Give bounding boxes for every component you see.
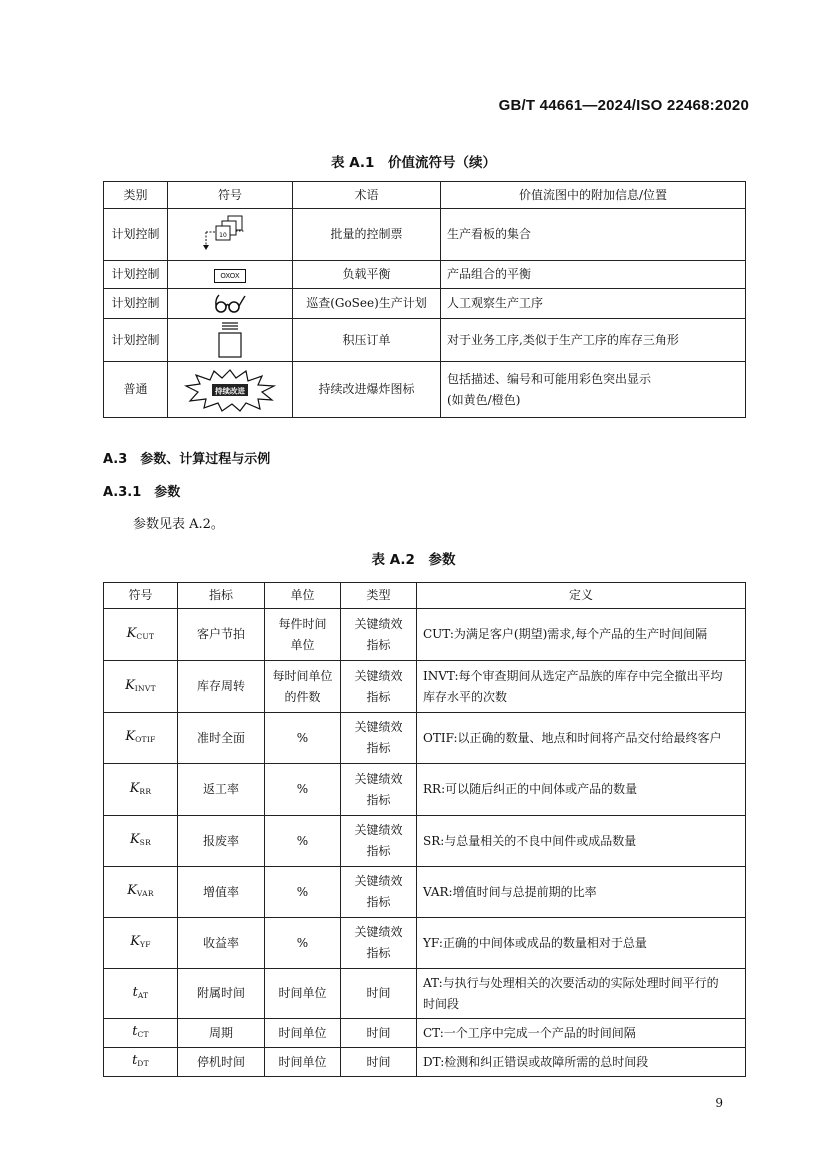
cell-line: 库存周转 bbox=[196, 679, 245, 693]
cell-line: % bbox=[296, 935, 309, 950]
cell-line: 关键绩效 bbox=[354, 668, 403, 683]
cell-line: VAR:增值时间与总提前期的比率 bbox=[423, 884, 597, 899]
cell-line: 的件数 bbox=[284, 689, 321, 704]
type-cell bbox=[341, 713, 417, 764]
cell-line: 指标 bbox=[366, 844, 391, 858]
cell-line: 关键绩效 bbox=[354, 874, 403, 888]
table-a1 bbox=[103, 181, 746, 418]
cell-line: YF:正确的中间体或成品的数量相对于总量 bbox=[423, 935, 647, 950]
cell-line: 指标 bbox=[366, 895, 391, 909]
cell-line: 关键绩效 bbox=[354, 616, 403, 631]
glasses-icon bbox=[168, 289, 293, 319]
cell-line: % bbox=[296, 730, 309, 745]
standard-code: GB/T 44661—2024/ISO 22468:2020 bbox=[498, 97, 749, 114]
type-cell bbox=[341, 661, 417, 713]
unit-cell bbox=[265, 867, 341, 918]
category-cell: 计划控制 bbox=[104, 209, 168, 261]
symbol-cell bbox=[104, 713, 178, 764]
backlog-order-icon bbox=[168, 319, 293, 362]
cell-line: 周期 bbox=[208, 1025, 233, 1040]
symbol-letter: K bbox=[129, 832, 140, 847]
cell-line: 指标 bbox=[366, 741, 391, 755]
cell-line: 关键绩效 bbox=[354, 720, 403, 734]
table-a2-header: 符号 bbox=[104, 583, 178, 609]
category-cell: 计划控制 bbox=[104, 289, 168, 319]
symbol-subscript: CUT bbox=[136, 631, 155, 641]
symbol-letter: K bbox=[129, 780, 140, 796]
symbol-subscript: AT bbox=[137, 990, 149, 1000]
cell-line: RR:可以随后纠正的中间体或产品的数量 bbox=[423, 782, 638, 796]
symbol-subscript: INVT bbox=[134, 683, 156, 693]
table-a2-header: 单位 bbox=[265, 583, 341, 609]
symbol-subscript: CT bbox=[137, 1030, 149, 1039]
table-row bbox=[104, 261, 746, 289]
symbol-cell bbox=[104, 764, 178, 816]
paragraph: 参数见表 A.2。 bbox=[133, 517, 224, 532]
unit-cell bbox=[265, 969, 341, 1019]
cell-line: 指标 bbox=[366, 792, 391, 807]
symbol-subscript: YF bbox=[139, 940, 151, 949]
table-row bbox=[104, 713, 746, 764]
table-row bbox=[104, 1019, 746, 1048]
symbol-letter: t bbox=[132, 984, 138, 1000]
category-cell: 计划控制 bbox=[104, 261, 168, 289]
info-cell: 产品组合的平衡 bbox=[441, 261, 746, 289]
table-a1-caption: 表 A.1 价值流符号（续） bbox=[331, 155, 496, 171]
table-row bbox=[104, 1048, 746, 1077]
type-cell bbox=[341, 1048, 417, 1077]
symbol-cell bbox=[104, 661, 178, 713]
table-a2 bbox=[103, 582, 746, 1077]
symbol-letter: t bbox=[132, 1024, 138, 1039]
symbol-cell bbox=[104, 867, 178, 918]
definition-cell bbox=[417, 816, 746, 867]
cell-line: SR:与总量相关的不良中间件或成品数量 bbox=[423, 833, 637, 848]
info-line: 包括描述、编号和可能用彩色突出显示 bbox=[447, 371, 652, 386]
indicator-cell bbox=[178, 764, 265, 816]
table-a1-header: 类别 bbox=[104, 182, 168, 209]
table-row bbox=[104, 609, 746, 661]
unit-cell bbox=[265, 918, 341, 969]
cell-line: 指标 bbox=[366, 946, 391, 960]
type-cell bbox=[341, 969, 417, 1019]
definition-cell bbox=[417, 764, 746, 816]
definition-cell bbox=[417, 867, 746, 918]
cell-line: 时间 bbox=[366, 1025, 391, 1040]
cell-line: 返工率 bbox=[202, 782, 239, 796]
cell-line: % bbox=[296, 833, 309, 848]
indicator-cell bbox=[178, 918, 265, 969]
cell-line: 准时全面 bbox=[196, 730, 245, 745]
cell-line: 每件时间 bbox=[278, 616, 327, 631]
definition-cell bbox=[417, 969, 746, 1019]
term-cell: 负载平衡 bbox=[293, 261, 441, 289]
cell-line: 收益率 bbox=[202, 935, 239, 950]
table-row bbox=[104, 764, 746, 816]
symbol-letter: K bbox=[130, 934, 140, 949]
type-cell bbox=[341, 609, 417, 661]
cell-line: 每时间单位 bbox=[272, 668, 333, 683]
type-cell bbox=[341, 1019, 417, 1048]
cell-line: 关键绩效 bbox=[354, 925, 403, 939]
cell-line: 时间 bbox=[366, 1054, 391, 1069]
cell-line: 增值率 bbox=[202, 884, 239, 899]
indicator-cell bbox=[178, 867, 265, 918]
batch-kanban-icon bbox=[168, 209, 293, 261]
page-number: 9 bbox=[715, 1096, 723, 1110]
cell-line: % bbox=[296, 782, 309, 796]
symbol-cell bbox=[104, 969, 178, 1019]
cell-line: AT:与执行与处理相关的次要活动的实际处理时间平行的 bbox=[423, 975, 719, 990]
table-row bbox=[104, 969, 746, 1019]
info-cell: 人工观察生产工序 bbox=[441, 289, 746, 319]
batch-kanban-number: 10 bbox=[219, 231, 227, 239]
cell-line: OTIF:以正确的数量、地点和时间将产品交付给最终客户 bbox=[423, 730, 722, 745]
cell-line: 时间单位 bbox=[278, 1025, 327, 1040]
symbol-subscript: SR bbox=[139, 838, 152, 847]
load-leveling-icon bbox=[168, 261, 293, 289]
cell-line: CT:一个工序中完成一个产品的时间间隔 bbox=[423, 1025, 636, 1040]
cell-line: 库存水平的次数 bbox=[423, 689, 508, 704]
table-a2-header: 指标 bbox=[178, 583, 265, 609]
indicator-cell bbox=[178, 816, 265, 867]
symbol-letter: K bbox=[126, 625, 137, 641]
symbol-cell bbox=[104, 816, 178, 867]
table-row bbox=[104, 209, 746, 261]
symbol-letter: K bbox=[127, 883, 137, 898]
type-cell bbox=[341, 867, 417, 918]
unit-cell bbox=[265, 661, 341, 713]
symbol-cell bbox=[104, 1048, 178, 1077]
table-row bbox=[104, 289, 746, 319]
indicator-cell bbox=[178, 609, 265, 661]
cell-line: % bbox=[296, 884, 309, 899]
oxox-label: OXOX bbox=[214, 269, 245, 283]
table-row bbox=[104, 362, 746, 418]
definition-cell bbox=[417, 609, 746, 661]
indicator-cell bbox=[178, 1048, 265, 1077]
term-cell: 批量的控制票 bbox=[293, 209, 441, 261]
term-cell: 积压订单 bbox=[293, 319, 441, 362]
cell-line: 客户节拍 bbox=[196, 627, 245, 641]
table-a2-header: 类型 bbox=[341, 583, 417, 609]
term-cell: 巡查(GoSee)生产计划 bbox=[293, 289, 441, 319]
cell-line: 关键绩效 bbox=[354, 823, 403, 837]
cell-line: 时间单位 bbox=[278, 986, 327, 1000]
symbol-subscript: DT bbox=[137, 1059, 149, 1068]
definition-cell bbox=[417, 661, 746, 713]
term-cell: 持续改进爆炸图标 bbox=[293, 362, 441, 418]
unit-cell bbox=[265, 713, 341, 764]
type-cell bbox=[341, 816, 417, 867]
cell-line: 关键绩效 bbox=[354, 771, 403, 786]
table-a2-caption: 表 A.2 参数 bbox=[371, 552, 456, 568]
table-row bbox=[104, 816, 746, 867]
cell-line: 单位 bbox=[290, 637, 315, 652]
cell-line: 时间单位 bbox=[278, 1054, 327, 1069]
indicator-cell bbox=[178, 1019, 265, 1048]
symbol-letter: K bbox=[125, 677, 135, 693]
table-row bbox=[104, 661, 746, 713]
cell-line: 时间段 bbox=[423, 996, 460, 1011]
symbol-subscript: OTIF bbox=[135, 735, 156, 744]
info-cell bbox=[441, 362, 746, 418]
table-a1-header: 价值流图中的附加信息/位置 bbox=[441, 182, 746, 209]
symbol-cell bbox=[104, 609, 178, 661]
definition-cell bbox=[417, 918, 746, 969]
table-a1-header: 术语 bbox=[293, 182, 441, 209]
cell-line: CUT:为满足客户(期望)需求,每个产品的生产时间间隔 bbox=[423, 627, 708, 641]
kaizen-burst-label: 持续改进 bbox=[215, 386, 245, 395]
table-row bbox=[104, 867, 746, 918]
definition-cell bbox=[417, 1019, 746, 1048]
unit-cell bbox=[265, 1019, 341, 1048]
info-cell: 生产看板的集合 bbox=[441, 209, 746, 261]
unit-cell bbox=[265, 816, 341, 867]
cell-line: 指标 bbox=[366, 689, 391, 704]
symbol-cell bbox=[104, 1019, 178, 1048]
symbol-cell bbox=[104, 918, 178, 969]
cell-line: INVT:每个审查期间从选定产品族的库存中完全撤出平均 bbox=[423, 668, 723, 683]
cell-line: 附属时间 bbox=[196, 986, 245, 1000]
cell-line: 时间 bbox=[366, 986, 391, 1000]
symbol-subscript: RR bbox=[139, 786, 152, 796]
cell-line: 报废率 bbox=[202, 833, 239, 848]
table-row bbox=[104, 319, 746, 362]
symbol-letter: K bbox=[125, 729, 136, 744]
category-cell: 普通 bbox=[104, 362, 168, 418]
cell-line: 指标 bbox=[366, 637, 391, 652]
table-row bbox=[104, 918, 746, 969]
symbol-subscript: VAR bbox=[136, 889, 154, 898]
table-a1-header: 符号 bbox=[168, 182, 293, 209]
kaizen-burst-icon bbox=[168, 362, 293, 418]
unit-cell bbox=[265, 764, 341, 816]
indicator-cell bbox=[178, 713, 265, 764]
info-cell: 对于业务工序,类似于生产工序的库存三角形 bbox=[441, 319, 746, 362]
category-cell: 计划控制 bbox=[104, 319, 168, 362]
section-a3-heading: A.3 参数、计算过程与示例 bbox=[103, 452, 271, 467]
indicator-cell bbox=[178, 969, 265, 1019]
table-a2-header: 定义 bbox=[417, 583, 746, 609]
indicator-cell bbox=[178, 661, 265, 713]
section-a31-heading: A.3.1 参数 bbox=[103, 485, 181, 500]
unit-cell bbox=[265, 609, 341, 661]
type-cell bbox=[341, 918, 417, 969]
definition-cell bbox=[417, 713, 746, 764]
symbol-letter: t bbox=[132, 1053, 138, 1068]
cell-line: DT:检测和纠正错误或故障所需的总时间段 bbox=[423, 1054, 649, 1069]
type-cell bbox=[341, 764, 417, 816]
unit-cell bbox=[265, 1048, 341, 1077]
info-line: (如黄色/橙色) bbox=[447, 392, 521, 407]
cell-line: 停机时间 bbox=[196, 1054, 245, 1069]
definition-cell bbox=[417, 1048, 746, 1077]
